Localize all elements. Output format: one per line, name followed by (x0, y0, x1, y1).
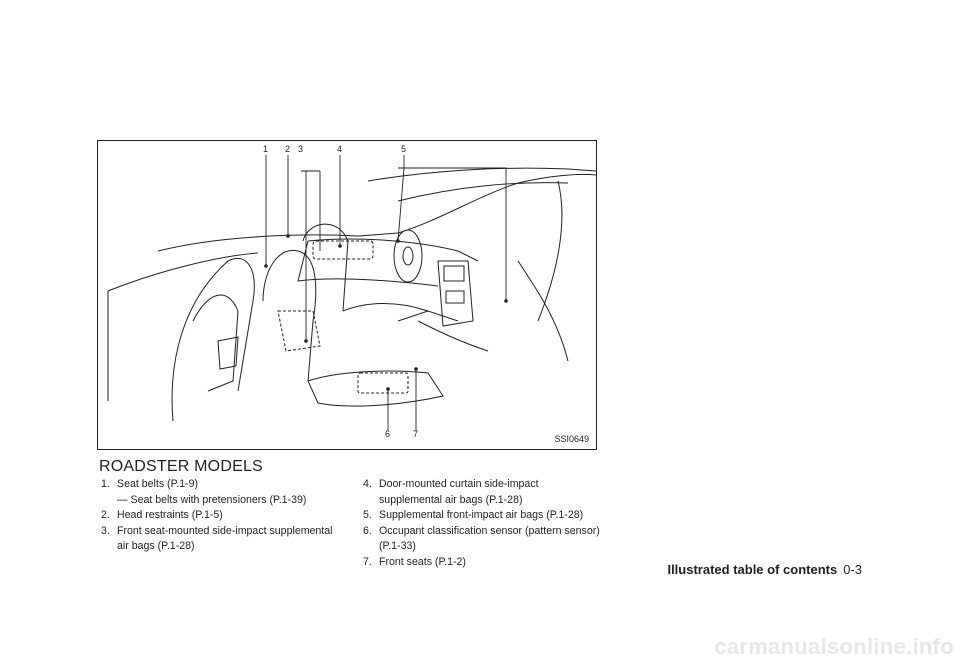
roadster-interior-illustration (98, 141, 597, 450)
list-item: 5. Supplemental front-impact air bags (P.1-28) (363, 509, 584, 521)
items-left-column (101, 477, 341, 555)
callout-5: 5 (401, 144, 407, 154)
callout-4: 4 (337, 144, 343, 154)
watermark-logo: carmanualsonline.info (714, 634, 954, 659)
callout-leader-lines (266, 155, 506, 431)
list-subitem: — Seat belts with pretensioners (P.1-39) (117, 493, 307, 506)
list-item: 2. Head restraints (P.1-5) (101, 509, 223, 521)
list-item: 1. Seat belts (P.1-9) (101, 478, 199, 490)
figure-code: SSI0649 (554, 434, 589, 444)
list-item: 6. Occupant classification sensor (pattern sensor) (P.1-33) (363, 524, 600, 552)
callout-3: 3 (298, 144, 304, 154)
section-title: ROADSTER MODELS (99, 458, 263, 475)
callout-6: 6 (385, 429, 391, 439)
list-item: 4. Door-mounted curtain side-impact supplemental air bags (P.1-28) (363, 478, 539, 506)
page-number: 0-3 (843, 562, 862, 577)
page-footer (667, 562, 862, 577)
callout-2: 2 (285, 144, 291, 154)
illustration-figure (97, 140, 597, 450)
list-item: 7. Front seats (P.1-2) (363, 555, 466, 568)
callout-7: 7 (413, 429, 419, 439)
items-right-column (363, 477, 603, 570)
footer-section-label: Illustrated table of contents (667, 562, 838, 577)
callout-1: 1 (263, 144, 269, 154)
list-item: 3. Front seat-mounted side-impact supplemental air bags (P.1-28) (101, 524, 333, 552)
